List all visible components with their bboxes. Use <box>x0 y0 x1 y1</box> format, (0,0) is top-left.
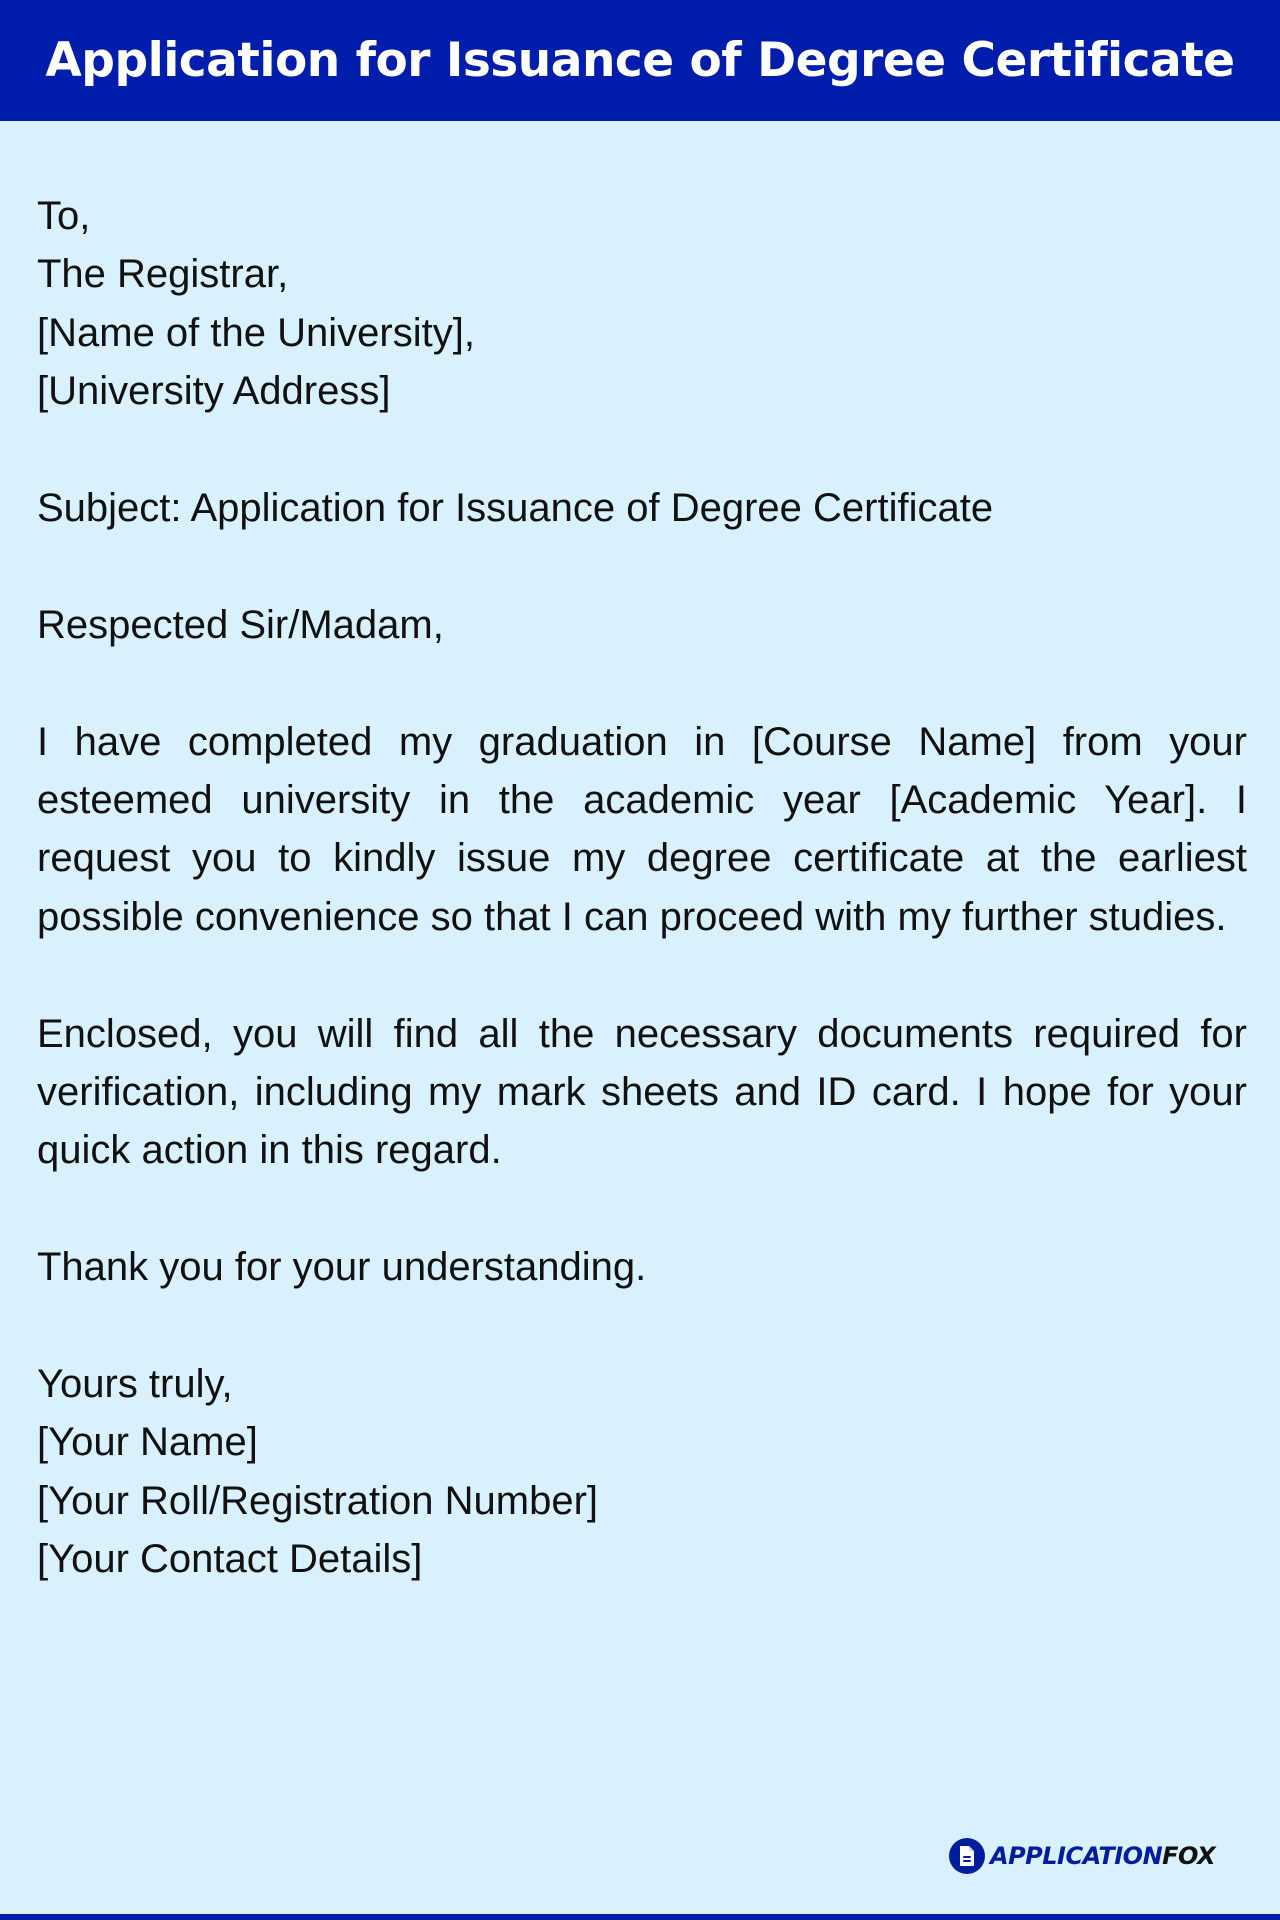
recipient-to: To, <box>37 194 91 238</box>
document-icon <box>949 1838 985 1874</box>
letter-body <box>37 187 1247 1589</box>
brand-name-part-1: APPLICATION <box>990 1842 1163 1870</box>
page-header <box>0 0 1280 121</box>
brand-name-part-2: FOX <box>1162 1842 1216 1870</box>
brand-logo <box>949 1838 1215 1874</box>
recipient-title: The Registrar, <box>37 252 289 297</box>
body-paragraph-1: I have completed my graduation in [Course Name] from your esteemed university in the academic year [Academic Year]. I request you to kindly issue my degree certificate at the earliest possible convenience so that I can proceed with my further studies. <box>37 719 1247 939</box>
spacer <box>37 654 1247 712</box>
sender-contact: [Your Contact Details] <box>37 1537 423 1582</box>
signature-block <box>37 1355 1247 1589</box>
sign-off: Yours truly, <box>37 1362 233 1407</box>
spacer <box>37 537 1247 595</box>
recipient-university: [Name of the University], <box>37 310 475 355</box>
spacer <box>37 1180 1247 1238</box>
sender-name: [Your Name] <box>37 1420 258 1465</box>
page-title: Application for Issuance of Degree Certificate <box>45 33 1235 88</box>
spacer <box>37 421 1247 479</box>
letter-greeting: Respected Sir/Madam, <box>37 602 444 647</box>
letter-subject: Subject: Application for Issuance of Degree Certificate <box>37 486 994 531</box>
brand-name <box>990 1842 1215 1870</box>
recipient-block <box>37 187 1247 421</box>
letter-thanks: Thank you for your understanding. <box>37 1245 647 1290</box>
spacer <box>37 946 1247 1004</box>
recipient-address: [University Address] <box>37 369 391 414</box>
body-paragraph-2: Enclosed, you will find all the necessary documents required for verification, including my mark sheets and ID card. I hope for your quick action in this regard. <box>37 1011 1247 1173</box>
footer-bar <box>0 1914 1280 1920</box>
spacer <box>37 1297 1247 1355</box>
sender-roll-number: [Your Roll/Registration Number] <box>37 1478 598 1523</box>
